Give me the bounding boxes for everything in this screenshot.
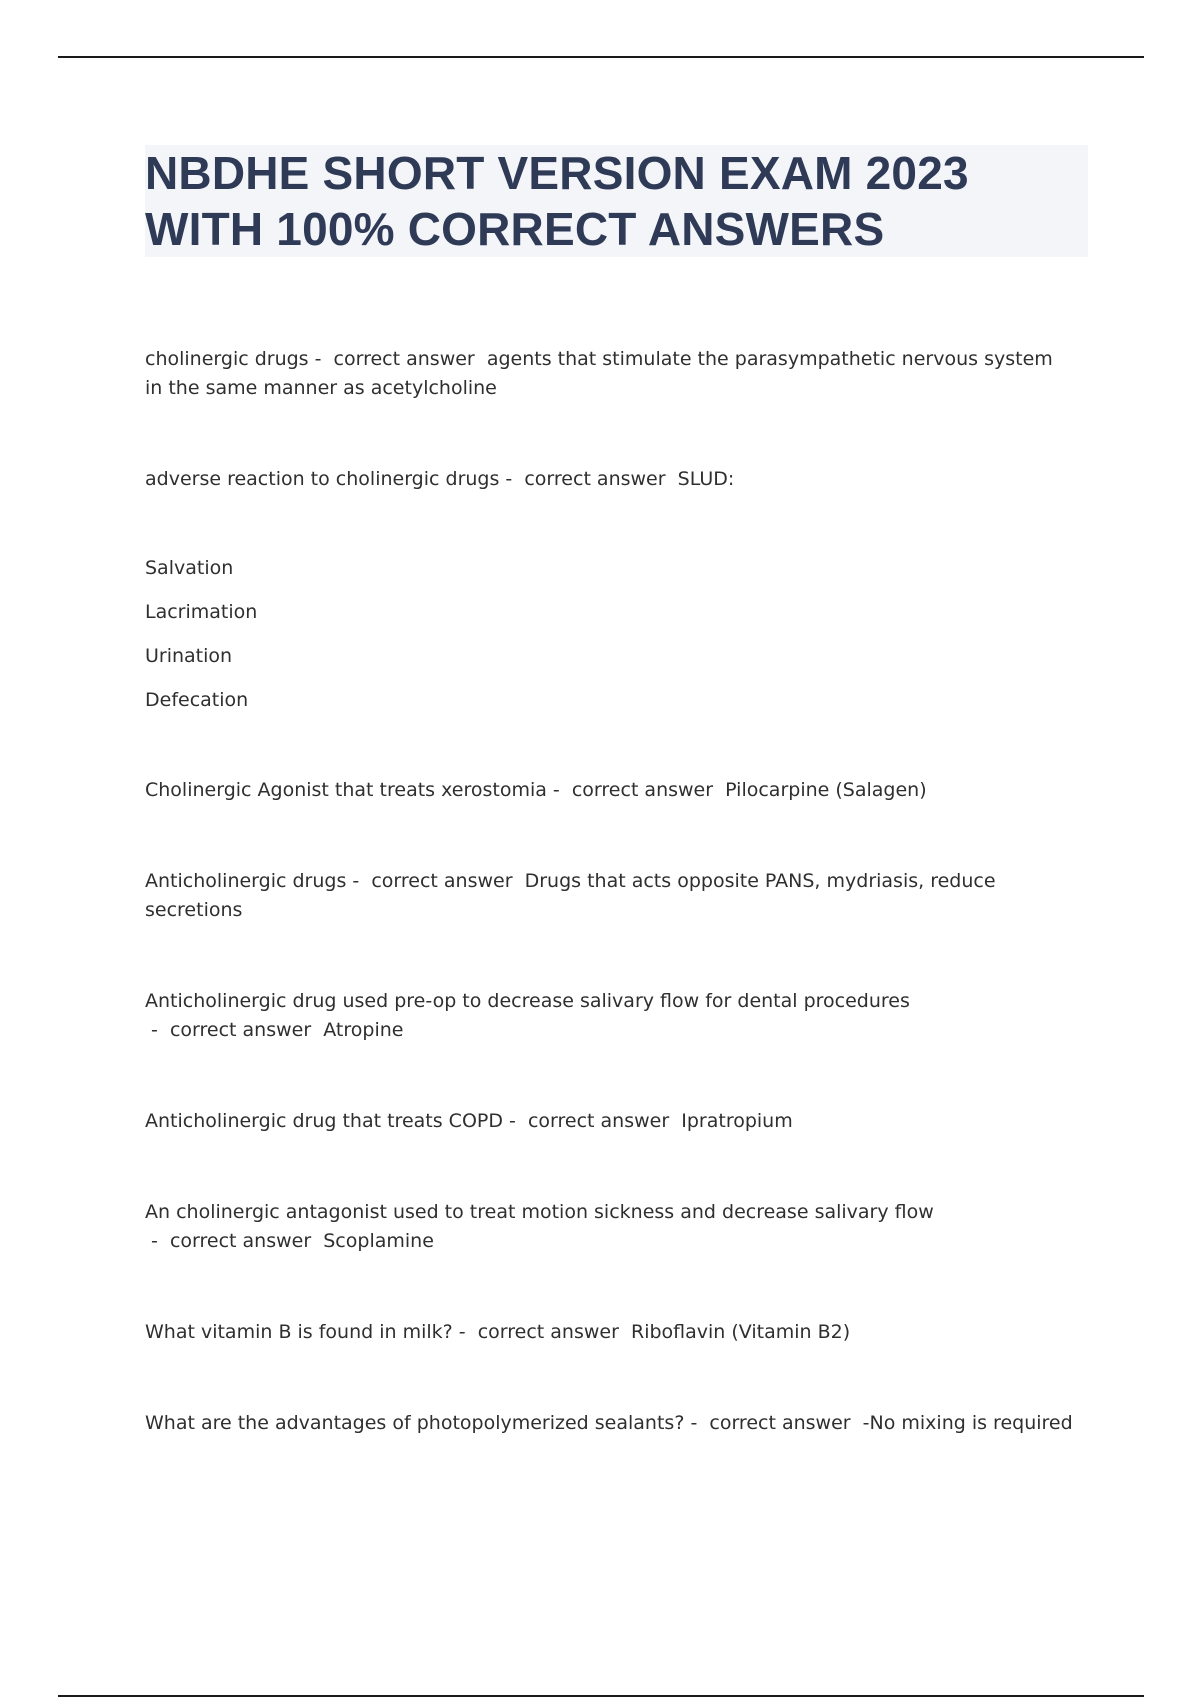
answer-separator: - correct answer [145,1019,324,1041]
question: adverse reaction to cholinergic drugs [145,468,500,490]
question: Cholinergic Agonist that treats xerostomia [145,779,547,801]
answer: agents that stimulate the parasympathetic nervous system in the same manner as acetylcholine [145,348,1053,399]
answer-separator: - correct answer [684,1412,863,1434]
title-line-2: WITH 100% CORRECT ANSWERS [145,203,885,255]
answer: Riboflavin (Vitamin B2) [631,1321,851,1343]
answer: -No mixing is required [862,1412,1073,1434]
title-box [145,145,1088,257]
question: What are the advantages of photopolymerized sealants? [145,1412,685,1434]
slud-list [145,554,1075,715]
answer: Atropine [323,1019,404,1041]
answer: SLUD: [677,468,735,490]
answer-separator: - correct answer [546,779,726,801]
top-rule [58,56,1144,58]
answer: Ipratropium [681,1110,793,1132]
answer-separator: - correct answer [452,1321,631,1343]
list-item: Defecation [145,689,249,711]
qa-item [145,1318,1075,1347]
answer: Scoplamine [323,1230,434,1252]
qa-item [145,1409,1075,1438]
list-item: Urination [145,645,233,667]
qa-content [145,345,1075,1438]
qa-item [145,867,1075,925]
question: Anticholinergic drug that treats COPD [145,1110,503,1132]
question: Anticholinergic drugs [145,870,347,892]
bottom-rule [58,1695,1144,1697]
qa-item [145,776,1075,805]
question: What vitamin B is found in milk? [145,1321,453,1343]
question: Anticholinergic drug used pre-op to decrease salivary flow for dental procedures [145,990,910,1012]
question: An cholinergic antagonist used to treat motion sickness and decrease salivary flow [145,1201,934,1223]
qa-item [145,465,1075,494]
answer-separator: - correct answer [499,468,678,490]
qa-item [145,1198,1075,1256]
answer-separator: - correct answer [346,870,525,892]
answer-separator: - correct answer [145,1230,324,1252]
qa-item [145,987,1075,1045]
answer-separator: - correct answer [503,1110,682,1132]
qa-item [145,345,1075,403]
list-item: Salvation [145,557,234,579]
qa-item [145,1107,1075,1136]
document-title [145,145,1088,257]
title-line-1: NBDHE SHORT VERSION EXAM 2023 [145,147,969,199]
question: cholinergic drugs [145,348,309,370]
answer-separator: - correct answer [308,348,487,370]
answer: Drugs that acts opposite PANS, mydriasis, reduce secretions [145,870,996,921]
list-item: Lacrimation [145,601,258,623]
answer: Pilocarpine (Salagen) [725,779,927,801]
